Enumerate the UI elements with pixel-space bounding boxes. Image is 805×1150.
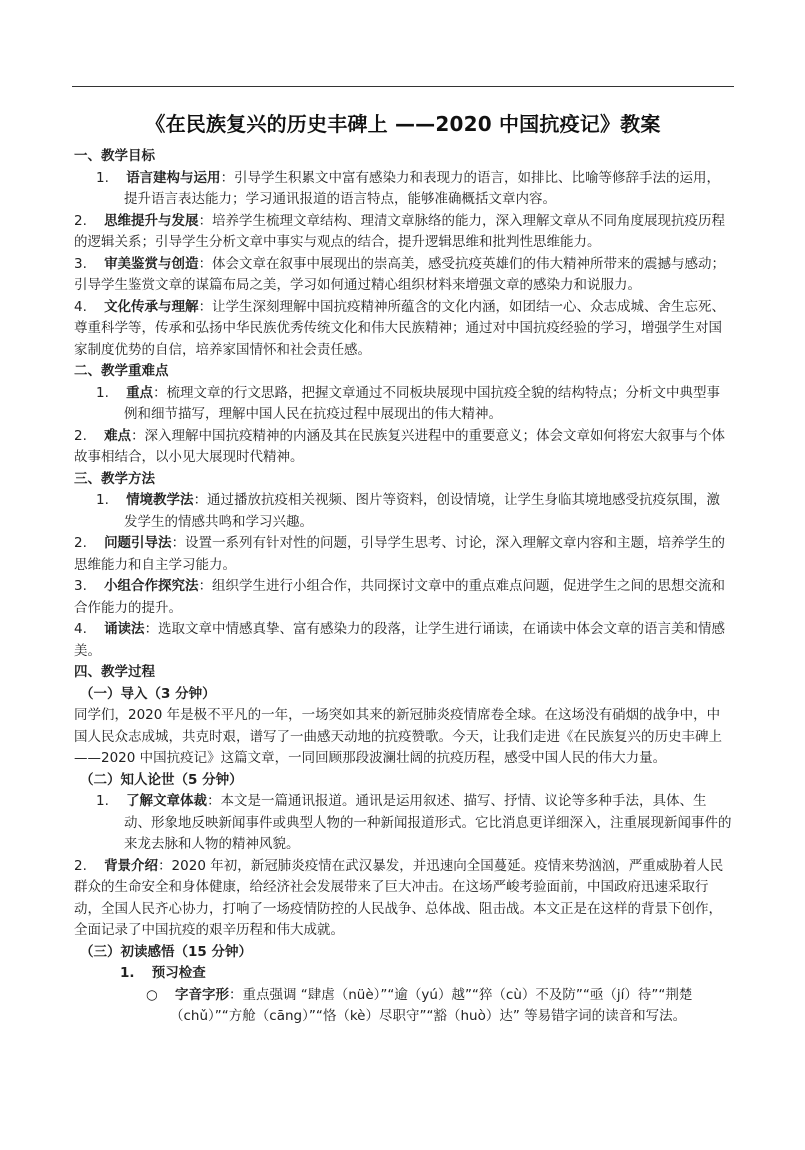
item-text: ：本文是一篇通讯报道。通讯是运用叙述、描写、抒情、议论等多种手法，具体、生动、形象地反映新闻事件或典型人物的一种新闻报道形式。它比消息更详细深入，注重展现新闻事件的来龙去脉和人物的精神风貌。: [124, 793, 732, 852]
item-text: ：引导学生积累文中富有感染力和表现力的语言，如排比、比喻等修辞手法的运用，提升语言表达能力；学习通讯报道的语言特点，能够准确概括文章内容。: [124, 169, 721, 207]
bullet-item: [74, 985, 732, 1028]
item-label: 审美鉴赏与创造: [104, 255, 199, 272]
list-item: [74, 297, 732, 362]
item-label: 诵读法: [104, 621, 145, 637]
item-text: ：2020 年初，新冠肺炎疫情在武汉暴发，并迅速向全国蔓延。疫情来势汹汹，严重威胁着人民群众的生命安全和身体健康，给经济社会发展带来了巨大冲击。在这场严峻考验面前，中国政府迅速采取行动，全国人民齐心协力，打响了一场疫情防控的人民战争、总体战、阻击战。本文正是在这样的背景下创作，全面记录了中国抗疫的艰辛历程和伟大成就。: [74, 857, 724, 938]
item-text: ：体会文章在叙事中展现出的崇高美，感受抗疫英雄们的伟大精神所带来的震撼与感动；引导学生鉴赏文章的谋篇布局之美，学习如何通过精心组织材料来增强文章的感染力和说服力。: [74, 255, 726, 293]
subsection-heading: （三）初读感悟（15 分钟）: [80, 943, 252, 960]
list-item: [74, 533, 732, 576]
item-number: 1.: [96, 793, 109, 809]
item-text: ：梳理文章的行文思路，把握文章通过不同板块展现中国抗疫全貌的结构特点；分析文中典型事例和细节描写，理解中国人民在抗疫过程中展现出的伟大精神。: [124, 384, 721, 422]
item-text: ：培养学生梳理文章结构、理清文章脉络的能力，深入理解文章从不同角度展现抗疫历程的逻辑关系；引导学生分析文章中事实与观点的结合，提升逻辑思维和批判性思维能力。: [74, 212, 726, 250]
item-label: 情境教学法: [126, 492, 194, 508]
list-item: [74, 383, 732, 426]
section-heading: 四、教学过程: [74, 664, 155, 680]
item-number: 2.: [74, 427, 87, 444]
header-rule: [72, 86, 734, 87]
list-item: [74, 576, 732, 619]
item-text: ：让学生深刻理解中国抗疫精神所蕴含的文化内涵，如团结一心、众志成城、舍生忘死、尊重科学等，传承和弘扬中华民族优秀传统文化和伟大民族精神；通过对中国抗疫经验的学习，增强学生对国家制度优势的自信，培养家国情怀和社会责任感。: [74, 298, 726, 358]
item-number: 3.: [74, 578, 87, 594]
bullet-icon: ○: [146, 986, 158, 1003]
list-item: [74, 791, 732, 856]
item-text: ：设置一系列有针对性的问题，引导学生思考、讨论，深入理解文章内容和主题，培养学生的思维能力和自主学习能力。: [74, 535, 726, 573]
section-heading: 三、教学方法: [74, 470, 155, 487]
item-label: 重点: [126, 384, 154, 401]
list-item: [74, 490, 732, 533]
item-number: 1.: [96, 492, 109, 508]
item-text: ：深入理解中国抗疫精神的内涵及其在民族复兴进程中的重要意义；体会文章如何将宏大叙事与个体故事相结合，以小见大展现时代精神。: [74, 427, 726, 465]
item-number: 3.: [74, 255, 87, 272]
list-item: [74, 168, 732, 211]
item-text: ：通过播放抗疫相关视频、图片等资料，创设情境，让学生身临其境地感受抗疫氛围，激发学生的情感共鸣和学习兴趣。: [124, 492, 721, 530]
item-label: 字音字形: [174, 986, 229, 1003]
item-number: 1.: [120, 965, 135, 981]
section-heading: 一、教学目标: [74, 148, 155, 164]
item-label: 背景介绍: [104, 857, 159, 874]
item-text: ：重点强调 “肆虐（nüè）”“逾（yú）越”“猝（cù）不及防”“亟（jí）待”“荆楚（chǔ）”“方舱（cāng）”“恪（kè）尽职守”“豁（huò）达” 等易错字词的读音和写法。: [170, 986, 693, 1024]
subsection-heading: （一）导入（3 分钟）: [80, 685, 216, 702]
section-heading: 二、教学重难点: [74, 363, 169, 379]
list-item: [74, 619, 732, 662]
document-title: 《在民族复兴的历史丰碑上 ——2020 中国抗疫记》教案: [145, 112, 661, 136]
item-number: 4.: [74, 621, 87, 637]
item-label: 难点: [104, 427, 132, 444]
item-number: 2.: [74, 857, 87, 874]
list-item: [74, 856, 732, 942]
list-item: [74, 963, 732, 985]
list-item: [74, 211, 732, 254]
item-label: 预习检查: [151, 965, 206, 981]
item-label: 小组合作探究法: [104, 578, 199, 594]
item-text: ：组织学生进行小组合作，共同探讨文章中的重点难点问题，促进学生之间的思想交流和合作能力的提升。: [74, 578, 726, 616]
item-label: 文化传承与理解: [104, 298, 199, 315]
item-label: 了解文章体裁: [126, 793, 208, 809]
item-number: 2.: [74, 535, 87, 551]
paragraph: 同学们，2020 年是极不平凡的一年，一场突如其来的新冠肺炎疫情席卷全球。在这场没有硝烟的战争中，中国人民众志成城，共克时艰，谱写了一曲感天动地的抗疫赞歌。今天，让我们走进《在民族复兴的历史丰碑上 ——2020 中国抗疫记》这篇文章，一同回顾那段波澜壮阔的抗疫历程，感受中国人民的伟大力量。: [74, 707, 722, 766]
item-label: 语言建构与运用: [126, 169, 221, 186]
list-item: [74, 426, 732, 469]
item-number: 1.: [96, 169, 109, 186]
subsection-heading: （二）知人论世（5 分钟）: [80, 771, 243, 788]
item-number: 2.: [74, 212, 87, 229]
item-text: ：选取文章中情感真挚、富有感染力的段落，让学生进行诵读，在诵读中体会文章的语言美和情感美。: [74, 621, 726, 659]
document-body: [74, 146, 732, 1028]
item-number: 1.: [96, 384, 109, 401]
item-number: 4.: [74, 298, 87, 315]
list-item: [74, 254, 732, 297]
item-label: 问题引导法: [104, 535, 172, 551]
item-label: 思维提升与发展: [104, 212, 199, 229]
